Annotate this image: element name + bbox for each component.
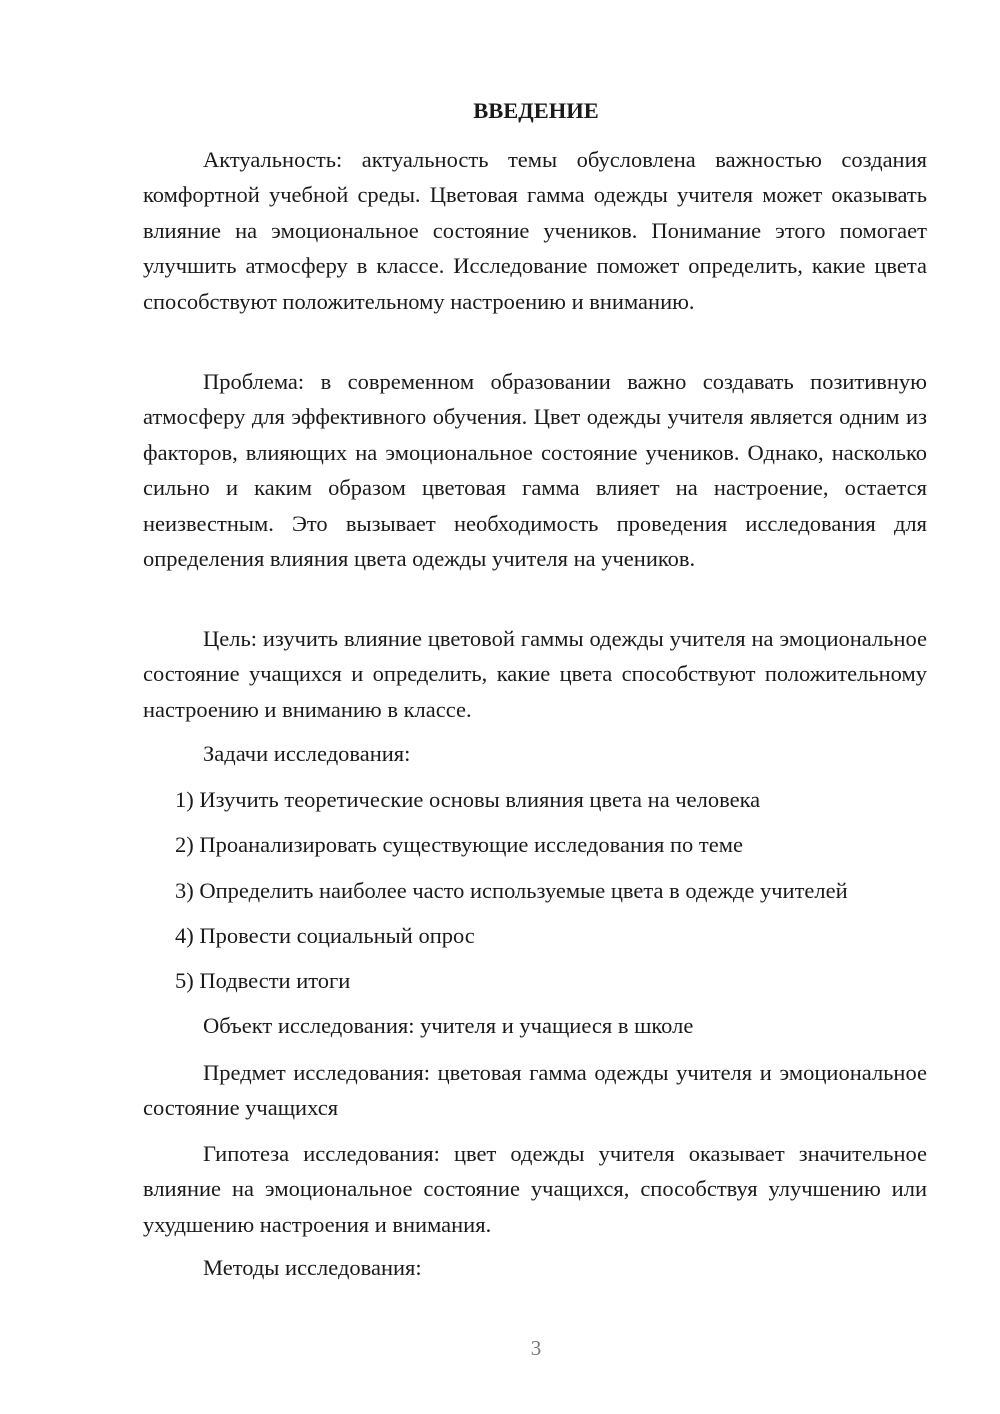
page-title: ВВЕДЕНИЕ bbox=[473, 98, 599, 123]
goal-paragraph: Цель: изучить влияние цветовой гаммы одежды учителя на эмоциональное состояние учащихся и определить, какие цвета способствуют положительному настроению и вниманию в классе. bbox=[143, 626, 927, 722]
object-line: Объект исследования: учителя и учащиеся в школе bbox=[203, 1013, 694, 1038]
task-item-2: 2) Проанализировать существующие исследования по теме bbox=[175, 832, 743, 857]
hypothesis-paragraph: Гипотеза исследования: цвет одежды учителя оказывает значительное влияние на эмоциональное состояние учащихся, способствуя улучшению или ухудшению настроения и внимания. bbox=[143, 1141, 927, 1237]
task-item-4: 4) Провести социальный опрос bbox=[175, 923, 475, 948]
methods-heading: Методы исследования: bbox=[203, 1255, 422, 1280]
relevance-paragraph: Актуальность: актуальность темы обусловлена важностью создания комфортной учебной среды. Цветовая гамма одежды учителя может оказывать влияние на эмоциональное состояние учеников. Понимание этого помогает улучшить атмосферу в классе. Исследование поможет определить, какие цвета способствуют положительному настроению и вниманию. bbox=[143, 147, 927, 314]
task-item-3: 3) Определить наиболее часто используемые цвета в одежде учителей bbox=[175, 878, 848, 903]
tasks-heading: Задачи исследования: bbox=[203, 741, 411, 766]
task-item-5: 5) Подвести итоги bbox=[175, 968, 351, 993]
problem-paragraph: Проблема: в современном образовании важно создавать позитивную атмосферу для эффективного обучения. Цвет одежды учителя является одним из факторов, влияющих на эмоциональное состояние учеников. Однако, насколько сильно и каким образом цветовая гамма влияет на настроение, остается неизвестным. Это вызывает необходимость проведения исследования для определения влияния цвета одежды учителя на учеников. bbox=[143, 369, 927, 572]
task-item-1: 1) Изучить теоретические основы влияния цвета на человека bbox=[175, 787, 761, 812]
subject-paragraph: Предмет исследования: цветовая гамма одежды учителя и эмоциональное состояние учащихся bbox=[143, 1060, 927, 1121]
page-number: 3 bbox=[530, 1336, 542, 1360]
